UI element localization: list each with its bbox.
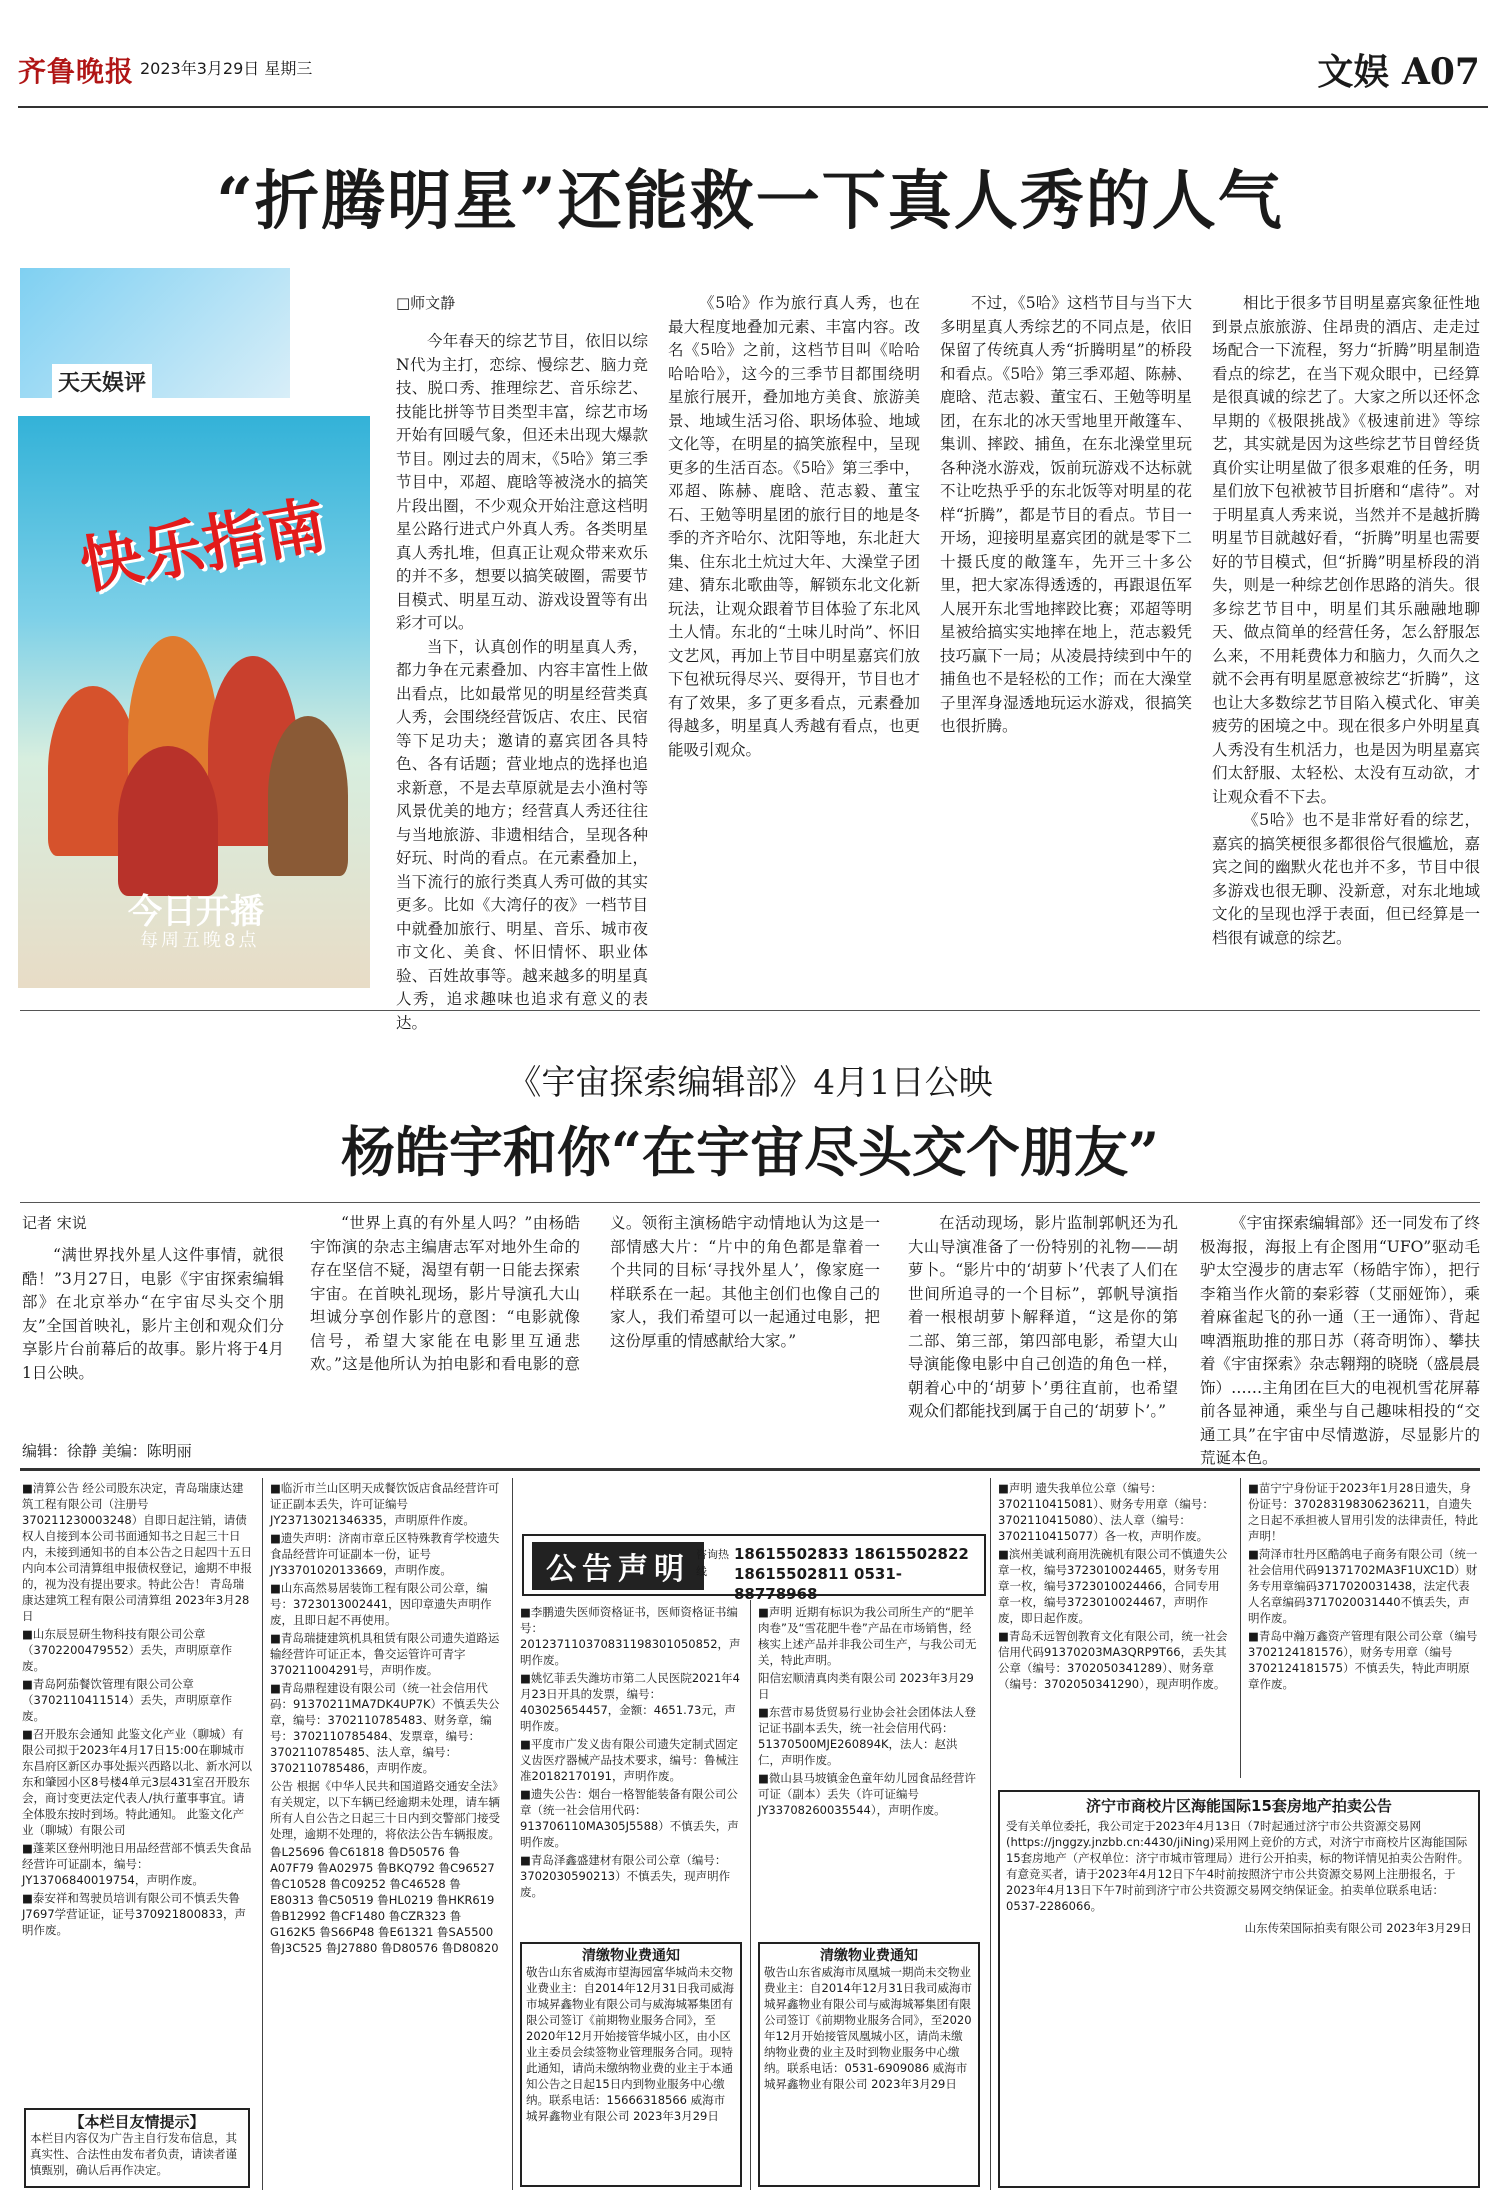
ads-column-4 [758,1604,980,1934]
column-rule [512,1478,513,2190]
editor-line: 编辑：徐静 美编：陈明丽 [22,1442,192,1460]
paragraph: “世界上真的有外星人吗？”由杨皓宇饰演的杂志主编唐志军对地外生命的存在坚信不疑，渴望有朝一日能去探索宇宙。在首映礼现场，影片导演孔大山坦诚分享创作影片的意图：“电影就像信号，希望大家能在电影里互通悲欢。”这是他所认为拍电影和看电影的意义。领衔主演杨皓宇动情地认为这是一部情感大片：“片中的角色都是靠着一个共同的目标‘寻找外星人’，像家庭一样联系在一起。其他主创们也像自己的家人，我们希望可以一起通过电影，把这份厚重的情感献给大家。” [310,1214,880,1373]
article2-column-1 [22,1244,284,1434]
auction-signature: 山东传荣国际拍卖有限公司 2023年3月29日 [1244,1921,1472,1935]
phone-line: 18615502833 18615502822 [734,1545,969,1563]
article1-column-1 [396,330,648,1032]
paragraph: 当下，认真创作的明星真人秀，都力争在元素叠加、内容丰富性上做出看点，比如最常见的明星经营类真人秀，会围绕经营饭店、农庄、民宿等下足功夫；邀请的嘉宾团各具特色、各有话题；营业地点的选择也追求新意，不是去草原就是去小渔村等风景优美的地方；经营真人秀还往往与当地旅游、非遗相结合，呈现各种好玩、时尚的看点。在元素叠加上，当下流行的旅行类真人秀可做的其实更多。比如《大湾仔的夜》一档节目中就叠加旅行、明星、音乐、城市夜市文化、美食、怀旧情怀、职业体验、百姓故事等。越来越多的明星真人秀，追求趣味也追求有意义的表达。 [396,637,648,1032]
plate-list: 鲁L25696 鲁C61818 鲁D50576 鲁A07F79 鲁A02975 鲁BKQ792 鲁C96527 鲁C10528 鲁C09252 鲁C46528 鲁E80313 鲁C50519 鲁HL0219 鲁HKR619 鲁B12992 鲁CF1480 鲁CZR323 鲁G162K5 鲁S66P48 鲁E61321 鲁SA5500 鲁J3C525 鲁J27880 鲁D80576 鲁D80820 [270,1845,499,1955]
notice-title: 清缴物业费通知 [820,1948,918,1964]
article1-column-2 [668,292,920,982]
column-rule [1240,1478,1241,1778]
divider [20,1010,1480,1011]
ad-item: ■姚忆菲丢失潍坊市第二人民医院2021年4月23日开具的发票，编号：403025654457，金额：4651.73元，声明作废。 [520,1671,740,1733]
article2-column-3 [908,1212,1178,1434]
ad-item: ■苗宁宁身份证于2023年1月28日遗失，身份证号：370283198306236211，自遗失之日起不承担被人冒用引发的法律责任，特此声明！ [1248,1481,1478,1543]
ad-item: ■青岛禾远智创教育文化有限公司，统一社会信用代码91370203MA3QRP9T66，丢失其公章（编号：3702050341289）、财务章（编号：3702050341290），现声明作废。 [998,1629,1228,1691]
paragraph: 不过，《5哈》这档节目与当下大多明星真人秀综艺的不同点是，依旧保留了传统真人秀“折腾明星”的桥段和看点。《5哈》第三季邓超、陈赫、鹿晗、范志毅、董宝石、王勉等明星团，在东北的冰天雪地里开敞篷车、集训、摔跤、捕鱼，在东北澡堂里玩各种浇水游戏，饭前玩游戏不达标就不让吃热乎乎的东北饭等对明星的花样“折腾”，都是节目的看点。节目一开场，迎接明星嘉宾团的就是零下二十摄氏度的敞篷车，先开三十多公里，把大家冻得透透的，再跟退伍军人展开东北雪地摔跤比赛；邓超等明星被给搞实实地摔在地上，范志毅凭技巧赢下一局；从凌晨持续到中午的捕鱼也不是轻松的工作；而在大澡堂子里浑身湿透地玩运水游戏，很搞笑也很折腾。 [940,294,1192,735]
ad-item: ■泰安祥和驾驶员培训有限公司不慎丢失鲁J7697学营证证，证号370921800833，声明作废。 [22,1891,246,1937]
ad-item: ■菏泽市牡丹区酷鸽电子商务有限公司（统一社会信用代码91371702MA3F1UXC1D）财务专用章编码3717020031438，法定代表人名章编码3717020031440不慎丢失，声明作废。 [1248,1547,1478,1625]
auction-text: 受有关单位委托，我公司定于2023年4月13日（7时起通过济宁市公共资源交易网(https://jnggzy.jnzbb.cn:4430/jiNing)采用网上竞价的方式，对济宁市商校片区海能国际15套房地产（产权单位：济宁市城市管理局）进行公开拍卖，标的物详情见拍卖公告附件。有意竞买者，请于2023年4月12日下午4时前按照济宁市公共资源交易网上注册报名，于2023年4月13日下午7时前到济宁市公共资源交易网交纳保证金。拍卖单位联系电话：0537-2286066。 [1006,1819,1470,1913]
property-fee-notice-2 [758,1942,980,2187]
ad-item: ■临沂市兰山区明天成餐饮饭店食品经营许可证正副本丢失，许可证编号JY23713021346335，声明原件作废。 [270,1481,500,1527]
paragraph: 相比于很多节目明星嘉宾象征性地到景点旅旅游、住昂贵的酒店、走走过场配合一下流程，努力“折腾”明星制造看点的综艺，在当下观众眼中，已经算是很真诚的综艺了。大家之所以还怀念早期的《极限挑战》《极速前进》等综艺，其实就是因为这些综艺节目曾经货真价实让明星做了很多艰难的任务，明星们放下包袱被节目折磨和“虐待”。对于明星真人秀来说，当然并不是越折腾明星节目就越好看，“折腾”明星也需要好的节目模式，但“折腾”明星桥段的消失，则是一种综艺创作思路的消失。很多综艺节目中，明星们其乐融融地聊天、做点简单的经营任务，怎么舒服怎么来，不用耗费体力和脑力，久而久之就不会再有明星愿意被综艺“折腾”，这也让大多数综艺节目陷入模式化、审美疲劳的困境之中。现在很多户外明星真人秀没有生机活力，也是因为明星嘉宾们太舒服、太轻松、太没有互动欲，才让观众看不下去。 [1212,294,1480,806]
ad-item: ■遗失公告：烟台一格智能装备有限公司公章（统一社会信用代码：913706110MA305J5588）不慎丢失，声明作废。 [520,1787,739,1849]
article2-subhead: 《宇宙探索编辑部》4月1日公映 [507,1063,993,1103]
poster-figure [268,716,348,876]
ad-item: ■遗失声明：济南市章丘区特殊教育学校遗失食品经营许可证副本一份，证号JY33701020133669，声明作废。 [270,1531,500,1577]
article2-column-2 [310,1212,880,1434]
article2-headline: 杨皓宇和你“在宇宙尽头交个朋友” [340,1120,1160,1184]
ads-column-5 [998,1480,1230,1780]
ads-divider [20,1468,1480,1471]
hotline-label: 咨询热线 [696,1548,729,1578]
ad-item: ■蓬莱区登州明池日用品经营部不慎丢失食品经营许可证副本，编号：JY13706840019754，声明作废。 [22,1841,252,1887]
show-poster-image [18,416,370,988]
paragraph: 《5哈》作为旅行真人秀，也在最大程度地叠加元素、丰富内容。改名《5哈》之前，这档节目叫《哈哈哈哈哈》，这今的三季节目都围绕明星旅行展开，叠加地方美食、旅游美景、地域生活习俗、职场体验、地域文化等，在明星的搞笑旅程中，呈现更多的生活百态。《5哈》第三季中，邓超、陈赫、鹿晗、范志毅、董宝石、王勉等明星团的旅行目的地是冬季的齐齐哈尔、沈阳等地，东北赶大集、住东北土炕过大年、大澡堂子团建、猜东北歌曲等，解锁东北文化新玩法，让观众跟着节目体验了东北风土人情。东北的“土味儿时尚”、怀旧文艺风，再加上节目中明星嘉宾们放下包袱玩得尽兴、耍得开，节目也才有了效果，多了更多看点，元素叠加得越多，明星真人秀越有看点，也更能吸引观众。 [668,294,920,759]
ads-column-3 [520,1604,742,1934]
phone-line: 18615502811 0531-88778968 [734,1565,903,1603]
ad-item: ■青岛泽鑫盛建材有限公司公章（编号：3702030590213）不慎丢失，现声明作废。 [520,1853,731,1899]
column-rule [262,1478,263,2190]
notice-title: 清缴物业费通知 [582,1948,680,1964]
paragraph: 在活动现场，影片监制郭帆还为孔大山导演准备了一份特别的礼物——胡萝卜。“影片中的‘胡萝卜’代表了人们在世间所追寻的一个目标”，郭帆导演指着一根根胡萝卜解释道，“这是你的第二部、第三部，第四部电影，希望大山导演能像电影中自己创造的角色一样，朝着心中的‘胡萝卜’勇往直前，也希望观众们都能找到属于自己的‘胡萝卜’。” [908,1214,1178,1420]
property-fee-notice-1 [520,1942,742,2187]
ad-item: ■青岛中瀚万鑫资产管理有限公司公章（编号3702124181576），财务专用章（编号3702124181575）不慎丢失，特此声明原章作废。 [1248,1629,1478,1691]
issue-date: 2023年3月29日 星期三 [140,59,313,78]
author: □师文静 [396,294,456,312]
ad-item: ■青岛瑞捷建筑机具租赁有限公司遗失道路运输经营许可证正本，鲁交运管许可青字370211004291号，声明作废。 [270,1631,500,1677]
ad-item: ■青岛阿茄餐饮管理有限公司公章（3702110411514）丢失，声明原章作废。 [22,1677,233,1723]
column-label: 天天娱评 [52,364,152,399]
notice-title: 公告声明 [532,1542,704,1590]
headline-main: “折腾明星”还能救一下真人秀的人气 [216,164,1284,239]
ads-column-2 [270,1480,502,2100]
paragraph: 《宇宙探索编辑部》还一同发布了终极海报，海报上有企图用“UFO”驱动毛驴太空漫步的唐志军（杨皓宇饰），把行李箱当作火箭的秦彩蓉（艾丽娅饰），乘着麻雀起飞的孙一通（王一通饰）、背起啤酒瓶助推的那日苏（蒋奇明饰）、攀扶着《宇宙探索》杂志翱翔的晓晓（盛晨晨饰）……主角团在巨大的电视机雪花屏幕前各显神通，乘坐与自己趣味相投的“交通工具”在宇宙中尽情遨游，尽显影片的荒诞本色。 [1200,1214,1480,1467]
ad-item: ■微山县马坡镇金色童年幼儿园食品经营许可证（副本）丢失（许可证编号JY33708260035544），声明作废。 [758,1771,976,1817]
friendly-tips-text: 本栏目内容仅为广告主自行发布信息，其真实性、合法性由发布者负责，请读者谨慎甄别，确认后再作决定。 [30,2131,237,2177]
auction-title: 济宁市商校片区海能国际15套房地产拍卖公告 [1086,1797,1392,1815]
notice-text: 敬告山东省威海市望海园富华城尚未交物业费业主：自2014年12月31日我司威海市城昇鑫物业有限公司与威海城幂集团有限公司签订《前期物业服务合同》，至2020年12月开始接管华城小区，由小区业主委员会续签物业管理服务合同。现特此通知，请尚未缴纳物业费的业主于本通知公告之日起15日内到物业服务中心缴纳。联系电话：15666318566 威海市城昇鑫物业有限公司 2023年3月29日 [526,1965,735,2123]
article2-column-4 [1200,1212,1480,1467]
notice-banner [522,1534,986,1603]
column-rule [750,1600,751,2190]
ad-item: ■召开股东会通知 此鉴文化产业（聊城）有限公司拟于2023年4月17日15:00在聊城市东昌府区新区办事处振兴西路以北、新水河以东和肇园小区8号楼4单元3层431室召开股东会，商讨变更法定代表人/执行董事事宜。请全体股东按时到场。特此通知。 此鉴文化产业（聊城）有限公司 [22,1727,252,1837]
ad-item: 公告 根据《中华人民共和国道路交通安全法》有关规定，以下车辆已经逾期未处理，请车辆所有人自公告之日起三十日内到交警部门接受处理，逾期不处理的，将依法公告车辆报废。 [270,1779,500,1841]
section-page: 文娱 A07 [1317,51,1480,93]
ad-item: ■青岛鼎程建设有限公司（统一社会信用代码：91370211MA7DK4UP7K）不慎丢失公章，编号：3702110785483、财务章，编号：3702110785484、发票章，编号：3702110785485、法人章，编号：3702110785486，声明作废。 [270,1681,500,1775]
column-rule [990,1478,991,2190]
ads-column-6 [1248,1480,1480,1780]
newspaper-logo: 齐鲁晚报 [18,55,135,88]
ad-item: ■东营市易货贸易行业协会社会团体法人登记证书副本丢失，统一社会信用代码：51370500MJE260894K，法人：赵洪仁，声明作废。 [758,1705,976,1767]
ad-item: ■李鹏遗失医师资格证书，医师资格证书编号：201237110370831198301050852，声明作废。 [520,1605,741,1667]
ad-item: ■清算公告 经公司股东决定，青岛瑞康达建筑工程有限公司（注册号370211230003248）自即日起注销，请债权人自接到本公司书面通知书之日起三十日内，未接到通知书的自本公告之日起四十五日内向本公司清算组申报债权登记，逾期不申报的，视为没有提出要求。特此公告！ 青岛瑞康达建筑工程有限公司清算组 2023年3月28日 [22,1481,252,1623]
friendly-tips-title: 【本栏目友情提示】 [69,2113,205,2131]
paragraph: “满世界找外星人这件事情，就很酷！”3月27日，电影《宇宙探索编辑部》在北京举办“在宇宙尽头交个朋友”全国首映礼，影片主创和观众们分享影片台前幕后的故事。影片将于4月1日公映。 [22,1246,284,1382]
notice-text: 敬告山东省威海市凤凰城一期尚未交物业费业主：自2014年12月31日我司威海市城昇鑫物业有限公司与威海城幂集团有限公司签订《前期物业服务合同》，至2020年12月开始接管凤凰城小区，请尚未缴纳物业费的业主及时到物业服务中心缴纳。联系电话：0531-6909086 威海市城昇鑫物业有限公司 2023年3月29日 [764,1965,973,2091]
ad-item: ■平度市广发义齿有限公司遗失定制式固定义齿医疗器械产品技术要求，编号：鲁械注准20182170191，声明作废。 [520,1737,739,1783]
auction-notice [998,1790,1480,2188]
friendly-tips-box [24,2108,250,2188]
paragraph: 《5哈》也不是非常好看的综艺，嘉宾的搞笑梗很多都很俗气很尴尬，嘉宾之间的幽默火花也并不多，节目中很多游戏也很无聊、没新意，对东北地域文化的呈现也浮于表面，但已经算是一档很有诚意的综艺。 [1212,811,1480,947]
divider [20,1202,1480,1203]
ad-item: ■声明 遗失我单位公章（编号：3702110415081）、财务专用章（编号：3702110415080）、法人章（编号：3702110415077）各一枚，声明作废。 [998,1481,1214,1543]
poster-schedule-text: 每周五晚8点 [140,930,260,951]
poster-figure [118,746,218,896]
paragraph: 今年春天的综艺节目，依旧以综N代为主打，恋综、慢综艺、脑力竞技、脱口秀、推理综艺、音乐综艺、技能比拼等节目类型丰富，综艺市场开始有回暖气象，但还未出现大爆款节目。刚过去的周末，《5哈》第三季节目中，邓超、鹿晗等被浇水的搞笑片段出圈，不少观众开始注意这档明星公路行进式户外真人秀。各类明星真人秀扎堆，但真正让观众带来欢乐的并不多，想要以搞笑破圈，需要节目模式、明星互动、游戏设置等有出彩才可以。 [396,332,648,632]
ad-item: ■滨州美诚利商用洗碗机有限公司不慎遗失公章一枚，编号3723010024465，财务专用章一枚，编号3723010024466，合同专用章一枚，编号3723010024467，声明作废，即日起作废。 [998,1547,1228,1625]
article2-byline: 记者 宋说 [22,1214,87,1232]
ad-item: 阳信宏顺清真肉类有限公司 2023年3月29日 [758,1671,974,1701]
article1-column-3 [940,292,1192,982]
article1-column-4 [1212,292,1480,982]
ad-item: ■声明 近期有标识为我公司所生产的“肥羊肉卷”及“雪花肥牛卷”产品在市场销售，经核实上述产品并非我公司生产，与我公司无关，特此声明。 [758,1605,977,1667]
ad-item: ■山东辰昱研生物科技有限公司公章（3702200479552）丢失，声明原章作废。 [22,1627,233,1673]
poster-title: 快乐指南 [74,487,332,603]
ads-column-1 [22,1480,254,2100]
hotline-numbers [734,1544,984,1604]
ad-item: ■山东高然易居装饰工程有限公司公章，编号：3723013002441，因印章遗失声明作废，且即日起不再使用。 [270,1581,492,1627]
poster-premiere-text: 今日开播 [128,892,264,932]
